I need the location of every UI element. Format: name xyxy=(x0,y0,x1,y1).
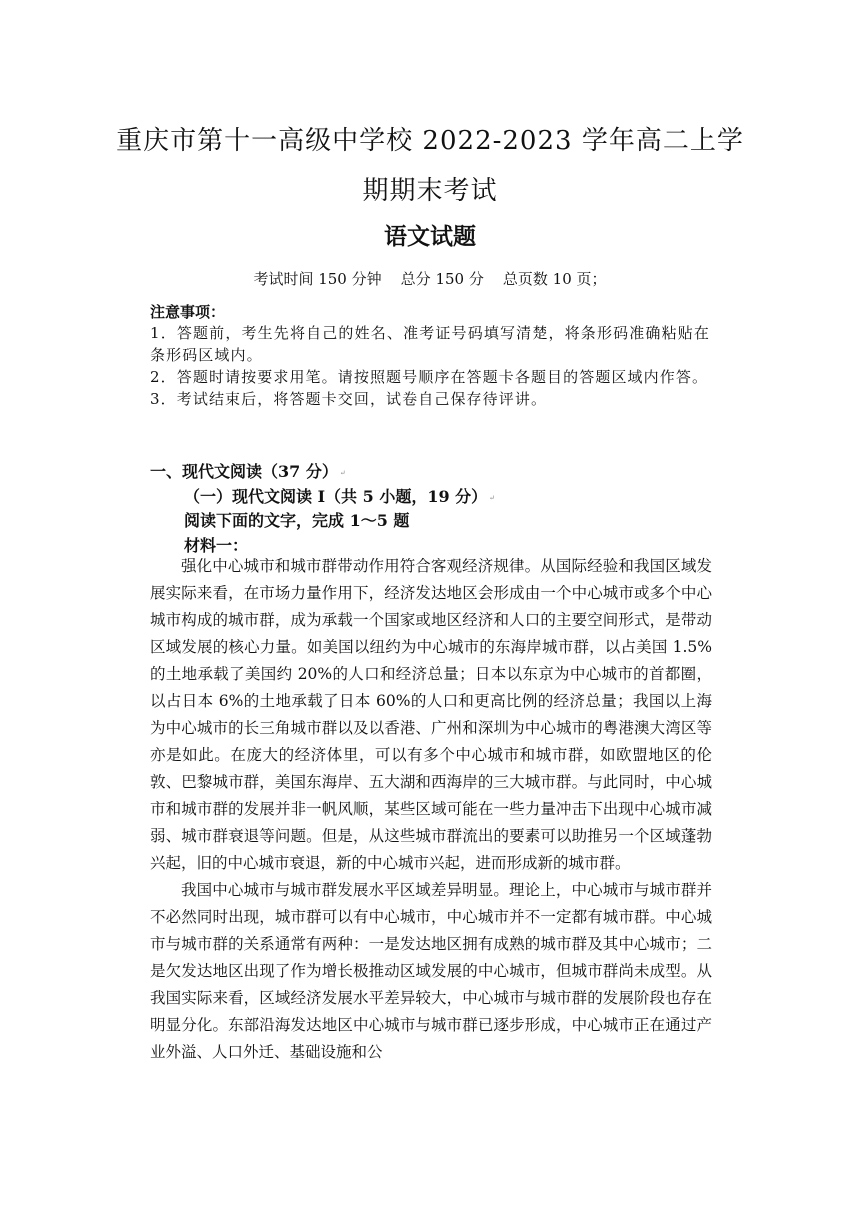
notice-item: 3．考试结束后，将答题卡交回，试卷自己保存待评讲。 xyxy=(150,390,548,408)
section-heading-text: 一、现代文阅读（37 分） xyxy=(150,462,338,481)
notice-item: 2．答题时请按要求用笔。请按照题号顺序在答题卡各题目的答题区域内作答。 xyxy=(150,368,709,386)
exam-title-line-1: 重庆市第十一高级中学校 2022-2023 学年高二上学 xyxy=(116,126,744,156)
notice-heading: 注意事项： xyxy=(150,303,226,321)
subsection-heading xyxy=(184,484,495,507)
exam-title-line-2: 期期末考试 xyxy=(362,176,498,206)
article-paragraph: 我国中心城市与城市群发展水平区域差异明显。理论上，中心城市与城市群并不必然同时出现，城市群可以有中心城市，中心城市并不一定都有城市群。中心城市与城市群的关系通常有两种：一是发达地区拥有成熟的城市群及其中心城市；二是欠发达地区出现了作为增长极推动区域发展的中心城市，但城市群尚未成型。从我国实际来看，区域经济发展水平差异较大，中心城市与城市群的发展阶段也存在明显分化。东部沿海发达地区中心城市与城市群已逐步形成，中心城市正在通过产业外溢、人口外迁、基础设施和公 xyxy=(150,881,712,1061)
material-label: 材料一： xyxy=(184,536,249,555)
exam-info: 考试时间 150 分钟 总分 150 分 总页数 10 页； xyxy=(253,270,607,288)
notice-list xyxy=(150,322,710,410)
article-paragraph: 强化中心城市和城市群带动作用符合客观经济规律。从国际经验和我国区域发展实际来看，在市场力量作用下，经济发达地区会形成由一个中心城市或多个中心城市构成的城市群，成为承载一个国家或地区经济和人口的主要空间形式，是带动区域发展的核心力量。如美国以纽约为中心城市的东海岸城市群，以占美国 1.5%的土地承载了美国约 20%的人口和经济总量；日本以东京为中心城市的首都圈，以占日本 6%的土地承载了日本 60%的人口和更高比例的经济总量；我国以上海为中心城市的长三角城市群以及以香港、广州和深圳为中心城市的粤港澳大湾区等亦是如此。在庞大的经济体里，可以有多个中心城市和城市群，如欧盟地区的伦敦、巴黎城市群，美国东海岸、五大湖和西海岸的三大城市群。与此同时，中心城市和城市群的发展并非一帆风顺，某些区域可能在一些力量冲击下出现中心城市减弱、城市群衰退等问题。但是，从这些城市群流出的要素可以助推另一个区域蓬勃兴起，旧的中心城市衰退，新的中心城市兴起，进而形成新的城市群。 xyxy=(150,557,712,872)
subject-title: 语文试题 xyxy=(384,223,476,250)
paragraph-mark-icon: ↵ xyxy=(339,468,346,477)
subsection-heading-text: （一）现代文阅读 I（共 5 小题，19 分） xyxy=(184,487,488,506)
article-body xyxy=(150,553,712,1066)
reading-instruction: 阅读下面的文字，完成 1～5 题 xyxy=(184,511,410,530)
notice-item: 1．答题前，考生先将自己的姓名、准考证号码填写清楚，将条形码准确粘贴在条形码区域内。 xyxy=(150,324,710,364)
paragraph-mark-icon: ↵ xyxy=(489,493,496,502)
section-heading xyxy=(150,459,346,482)
